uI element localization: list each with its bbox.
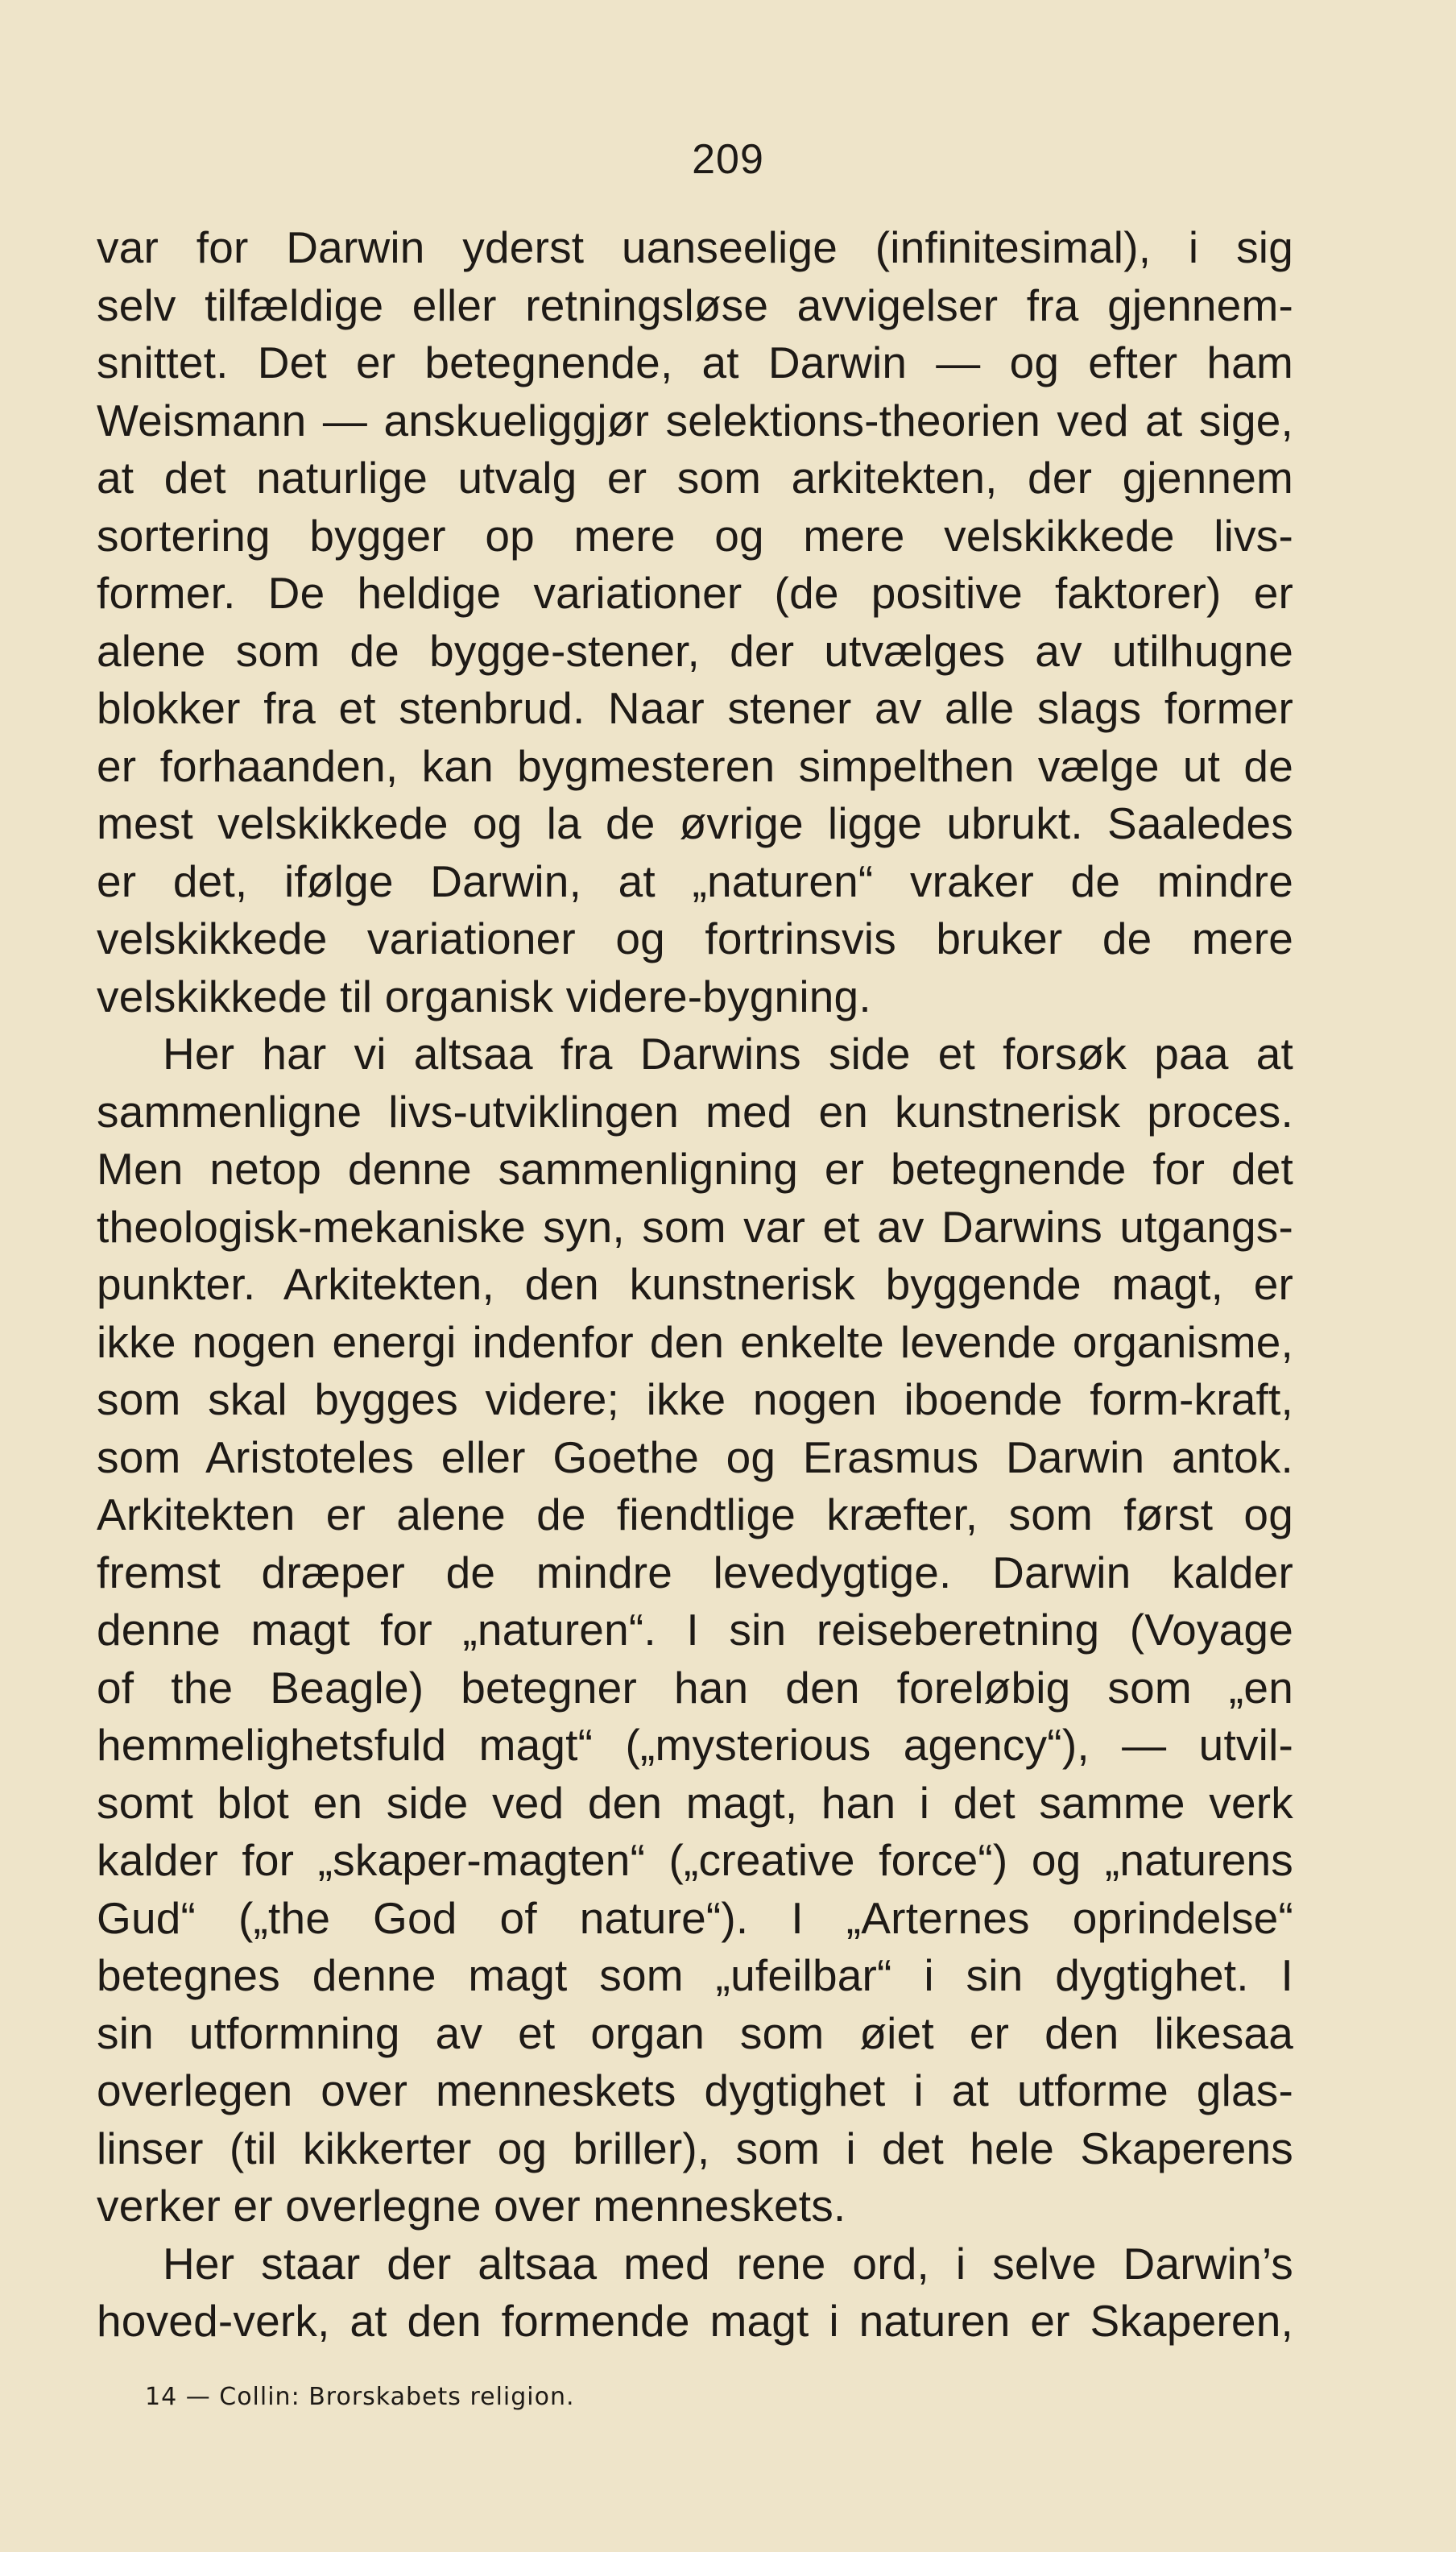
text-line: var for Darwin yderst uanseelige (infinitesimal), i sig [97,222,1293,272]
text-line: hoved-verk, at den formende magt i naturen er Skaperen, [97,2296,1293,2346]
text-line: overlegen over menneskets dygtighet i at utforme glas- [97,2065,1293,2115]
text-line: velskikkede variationer og fortrinsvis bruker de mere [97,914,1293,963]
text-line: som Aristoteles eller Goethe og Erasmus Darwin antok. [97,1431,1293,1482]
text-line: sammenligne livs-utviklingen med en kunstnerisk proces. [97,1086,1293,1137]
body-text [97,219,1293,2351]
text-line: linser (til kikkerter og briller), som i det hele Skaperens [97,2123,1293,2173]
text-line: er det, ifølge Darwin, at „naturen“ vraker de mindre [97,856,1293,906]
text-line: som skal bygges videre; ikke nogen iboende form-kraft, [97,1374,1293,1424]
text-line: selv tilfældige eller retningsløse avvigelser fra gjennem- [97,280,1293,330]
text-line: Men netop denne sammenligning er betegnende for det [97,1144,1293,1194]
text-line: hemmelighetsfuld magt“ („mysterious agency“), — utvil- [97,1720,1293,1770]
text-line: verker er overlegne over menneskets. [97,2181,846,2231]
text-line: denne magt for „naturen“. I sin reiseberetning (Voyage [97,1605,1293,1655]
text-line: Gud“ („the God of nature“). I „Arternes oprindelse“ [97,1892,1293,1943]
page-number: 209 [692,136,764,183]
text-line: velskikkede til organisk videre-bygning. [97,971,871,1021]
text-line: Her har vi altsaa fra Darwins side et forsøk paa at [163,1029,1293,1079]
text-line: at det naturlige utvalg er som arkitekten, der gjennem [97,453,1293,503]
text-line: Her staar der altsaa med rene ord, i selve Darwin’s [163,2238,1293,2289]
text-line: blokker fra et stenbrud. Naar stener av alle slags former [97,683,1293,733]
text-line: kalder for „skaper-magten“ („creative force“) og „naturens [97,1835,1293,1885]
text-line: betegnes denne magt som „ufeilbar“ i sin dygtighet. I [97,1950,1293,2000]
text-line: of the Beagle) betegner han den foreløbig som „en [97,1662,1293,1713]
text-line: fremst dræper de mindre levedygtige. Darwin kalder [97,1547,1293,1597]
text-line: Arkitekten er alene de fiendtlige kræfter, som først og [97,1489,1293,1539]
text-line: mest velskikkede og la de øvrige ligge ubrukt. Saaledes [97,798,1293,848]
text-line: punkter. Arkitekten, den kunstnerisk byggende magt, er [97,1259,1293,1309]
text-line: er forhaanden, kan bygmesteren simpelthen vælge ut de [97,740,1293,791]
text-line: sortering bygger op mere og mere velskikkede livs- [97,510,1293,561]
text-line: ikke nogen energi indenfor den enkelte levende organisme, [97,1316,1293,1367]
text-line: somt blot en side ved den magt, han i det samme verk [97,1777,1293,1828]
text-line: sin utformning av et organ som øiet er den likesaa [97,2007,1293,2058]
page-footer: 14 — Collin: Brorskabets religion. [145,2383,575,2411]
text-line: former. De heldige variationer (de positive faktorer) er [97,568,1293,618]
text-line: snittet. Det er betegnende, at Darwin — og efter ham [97,338,1293,387]
text-line: alene som de bygge-stener, der utvælges av utilhugne [97,625,1293,676]
text-line: theologisk-mekaniske syn, som var et av Darwins utgangs- [97,1201,1293,1252]
text-line: Weismann — anskueliggjør selektions-theorien ved at sige, [97,395,1293,445]
